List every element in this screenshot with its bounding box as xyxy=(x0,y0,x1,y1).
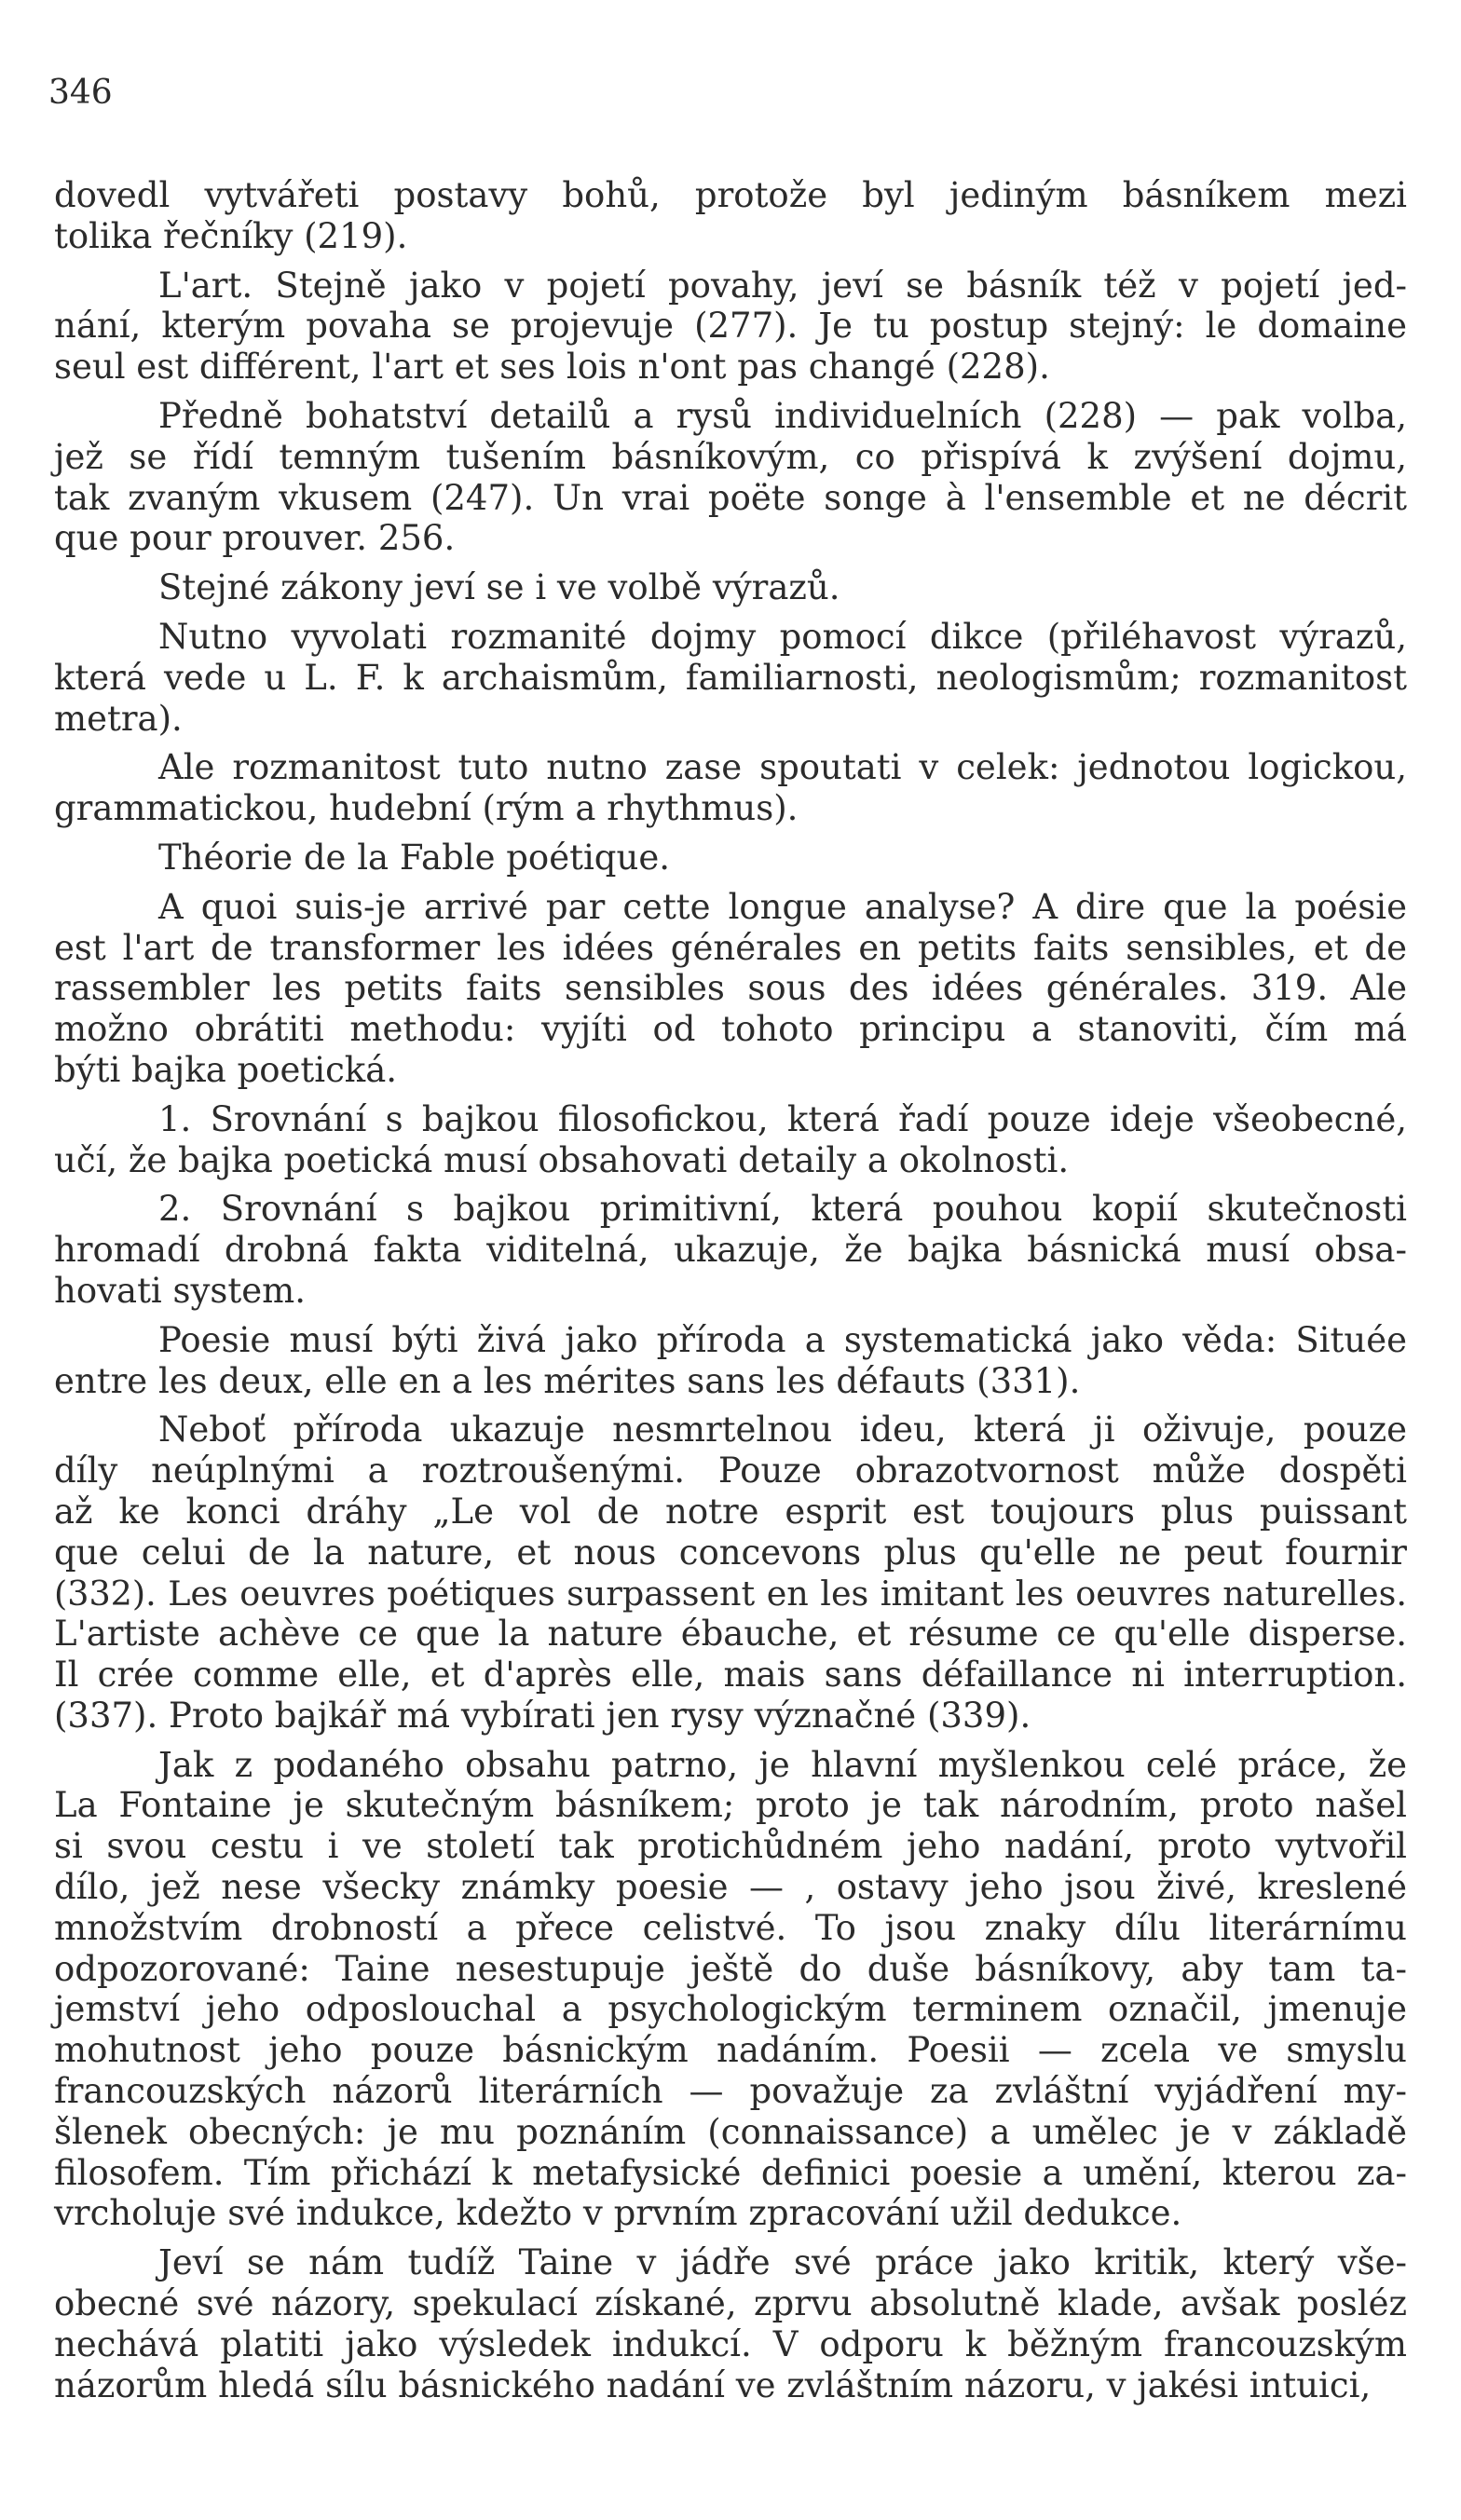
body-text xyxy=(54,175,1407,2414)
text-line: metra). xyxy=(54,698,183,739)
paragraph xyxy=(54,175,1407,257)
text-line: filosofem. Tím přichází k metafysické definici poesie a umění, kterou za- xyxy=(54,2152,1407,2193)
text-line: Neboť příroda ukazuje nesmrtelnou ideu, která ji oživuje, pouze xyxy=(158,1410,1407,1451)
text-line: 2. Srovnání s bajkou primitivní, která pouhou kopií skutečnosti xyxy=(158,1189,1407,1230)
paragraph xyxy=(54,838,1407,879)
paragraph xyxy=(54,567,1407,608)
paragraph xyxy=(54,1099,1407,1181)
paragraph xyxy=(54,747,1407,829)
text-line: 1. Srovnání s bajkou filosofickou, která řadí pouze ideje všeobecné, xyxy=(158,1098,1407,1139)
paragraph xyxy=(54,2242,1407,2405)
text-line: (332). Les oeuvres poétiques surpassent en les imitant les oeuvres naturelles. xyxy=(54,1573,1407,1614)
text-line: možno obrátiti methodu: vyjíti od tohoto principu a stanoviti, čím má xyxy=(54,1009,1407,1050)
text-line: šlenek obecných: je mu poznáním (connaissance) a umělec je v základě xyxy=(54,2111,1407,2152)
paragraph xyxy=(54,266,1407,388)
text-line: názorům hledá sílu básnického nadání ve zvláštním názoru, v jakési intuici, xyxy=(54,2364,1372,2405)
text-line: L'artiste achève ce que la nature ébauche, et résume ce qu'elle disperse. xyxy=(54,1614,1407,1655)
text-line: Stejné zákony jeví se i ve volbě výrazů. xyxy=(158,567,840,608)
text-line: francouzských názorů literárních — považuje za zvláštní vyjádření my- xyxy=(54,2071,1407,2112)
paragraph xyxy=(54,887,1407,1091)
paragraph xyxy=(54,1320,1407,1402)
text-line: rassembler les petits faits sensibles sous des idées générales. 319. Ale xyxy=(54,968,1407,1009)
text-line: Jak z podaného obsahu patrno, je hlavní myšlenkou celé práce, že xyxy=(158,1744,1407,1785)
text-line: que celui de la nature, et nous concevons plus qu'elle ne peut fournir xyxy=(54,1532,1407,1573)
text-line: (337). Proto bajkář má vybírati jen rysy význačné (339). xyxy=(54,1695,1031,1736)
text-line: Il crée comme elle, et d'après elle, mais sans défaillance ni interruption. xyxy=(54,1655,1407,1696)
paragraph xyxy=(54,617,1407,739)
text-line: učí, že bajka poetická musí obsahovati detaily a okolnosti. xyxy=(54,1139,1070,1180)
text-line: která vede u L. F. k archaismům, familiarnosti, neologismům; rozmanitost xyxy=(54,657,1407,698)
text-line: si svou cestu i ve století tak protichůdném jeho nadání, proto vytvořil xyxy=(54,1826,1407,1867)
text-line: až ke konci dráhy „Le vol de notre esprit est toujours plus puissant xyxy=(54,1491,1407,1532)
text-line: Ale rozmanitost tuto nutno zase spoutati v celek: jednotou logickou, xyxy=(158,747,1407,788)
text-line: jež se řídí temným tušením básníkovým, co přispívá k zvýšení dojmu, xyxy=(54,436,1407,477)
text-line: díly neúplnými a roztroušenými. Pouze obrazotvornost může dospěti xyxy=(54,1451,1407,1492)
text-line: hovati system. xyxy=(54,1270,307,1311)
text-line: Předně bohatství detailů a rysů individuelních (228) — pak volba, xyxy=(158,395,1407,436)
text-line: nání, kterým povaha se projevuje (277). Je tu postup stejný: le domaine xyxy=(54,306,1407,347)
text-line: Poesie musí býti živá jako příroda a systematická jako věda: Située xyxy=(158,1319,1407,1360)
paragraph xyxy=(54,1745,1407,2235)
text-line: La Fontaine je skutečným básníkem; proto je tak národním, proto našel xyxy=(54,1785,1407,1826)
text-line: L'art. Stejně jako v pojetí povahy, jeví se básník též v pojetí jed- xyxy=(158,265,1407,306)
text-line: jemství jeho odposlouchal a psychologickým terminem označil, jmenuje xyxy=(54,1989,1407,2030)
text-line: hromadí drobná fakta viditelná, ukazuje, že bajka básnická musí obsa- xyxy=(54,1230,1407,1271)
text-line: obecné své názory, spekulací získané, zprvu absolutně klade, avšak posléz xyxy=(54,2283,1407,2324)
text-line: seul est différent, l'art et ses lois n'ont pas changé (228). xyxy=(54,347,1050,388)
text-line: Nutno vyvolati rozmanité dojmy pomocí dikce (přiléhavost výrazů, xyxy=(158,616,1407,657)
text-line: grammatickou, hudební (rým a rhythmus). xyxy=(54,788,799,829)
text-line: Jeví se nám tudíž Taine v jádře své práce jako kritik, který vše- xyxy=(158,2242,1407,2283)
text-line: tak zvaným vkusem (247). Un vrai poëte songe à l'ensemble et ne décrit xyxy=(54,477,1407,518)
text-line: býti bajka poetická. xyxy=(54,1049,398,1090)
text-line: que pour prouver. 256. xyxy=(54,518,456,559)
text-line: nechává platiti jako výsledek indukcí. V odporu k běžným francouzským xyxy=(54,2323,1407,2364)
paragraph xyxy=(54,1189,1407,1311)
text-line: dovedl vytvářeti postavy bohů, protože byl jediným básníkem mezi xyxy=(54,175,1407,215)
text-line: mohutnost jeho pouze básnickým nadáním. Poesii — zcela ve smyslu xyxy=(54,2030,1407,2071)
text-line: vrcholuje své indukce, kdežto v prvním zpracování užil dedukce. xyxy=(54,2193,1182,2234)
text-line: množstvím drobností a přece celistvé. To jsou znaky dílu literárnímu xyxy=(54,1907,1407,1948)
paragraph xyxy=(54,396,1407,559)
paragraph xyxy=(54,1410,1407,1736)
text-line: odpozorované: Taine nesestupuje ještě do duše básníkovy, aby tam ta- xyxy=(54,1948,1407,1989)
text-line: A quoi suis-je arrivé par cette longue analyse? A dire que la poésie xyxy=(158,886,1407,927)
text-line: est l'art de transformer les idées générales en petits faits sensibles, et de xyxy=(54,927,1407,968)
text-line: dílo, jež nese všecky známky poesie — , ostavy jeho jsou živé, kreslené xyxy=(54,1867,1407,1908)
text-line: entre les deux, elle en a les mérites sans les défauts (331). xyxy=(54,1360,1081,1401)
text-line: tolika řečníky (219). xyxy=(54,215,408,256)
text-line: Théorie de la Fable poétique. xyxy=(158,837,670,878)
page-number: 346 xyxy=(48,74,113,112)
